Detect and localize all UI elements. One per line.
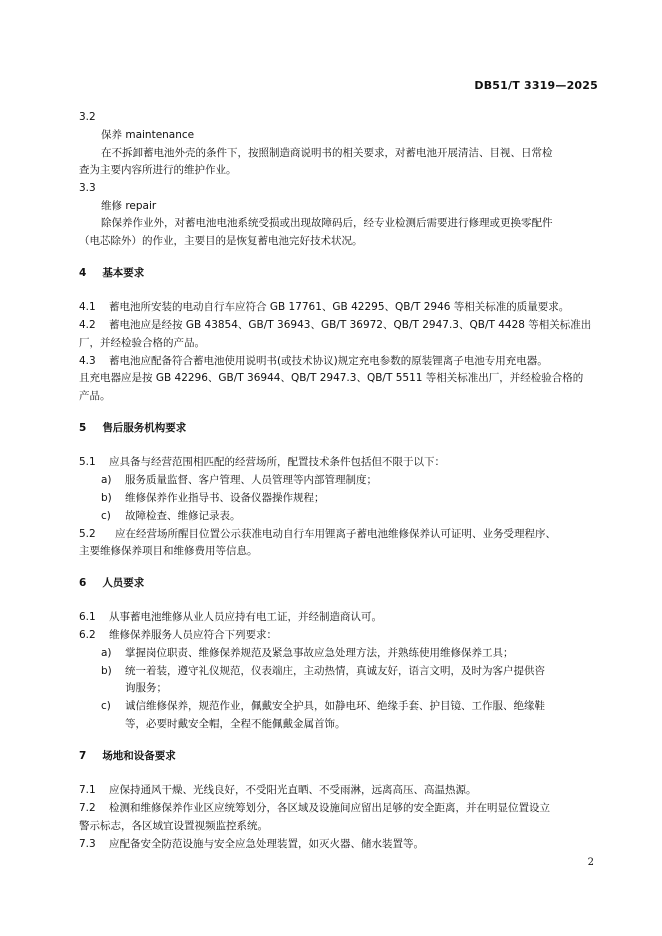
clause-4-3-line2: 且充电器应是按 GB 42296、GB/T 36944、QB/T 2947.3、QB/T 5511 等相关标准出厂，并经检验合格的 xyxy=(79,372,584,384)
clause-4-1: 4.1 蓄电池所安装的电动自行车应符合 GB 17761、GB 42295、QB/T 2946 等相关标准的质量要求。 xyxy=(79,301,570,313)
list-item-continuation: 询服务； xyxy=(125,682,167,694)
section-5-title: 售后服务机构要求 xyxy=(102,422,187,434)
clause-3-2-definition-line2: 查为主要内容所进行的维护作业。 xyxy=(79,164,237,176)
clause-3-2-number: 3.2 xyxy=(79,111,96,123)
section-7-title: 场地和设备要求 xyxy=(102,750,176,762)
clause-4-2: 4.2 蓄电池应是经按 GB 43854、GB/T 36943、GB/T 36972、QB/T 2947.3、QB/T 4428 等相关标准出 xyxy=(79,319,592,331)
section-4-heading xyxy=(79,263,144,283)
clause-4-3: 4.3 蓄电池应配备符合蓄电池使用说明书(或技术协议)规定充电参数的原装锂离子电池专用充电器。 xyxy=(79,355,548,367)
clause-3-3-term: 维修 repair xyxy=(101,200,157,212)
clause-5-1: 5.1 应具备与经营范围相匹配的经营场所，配置技术条件包括但不限于以下： xyxy=(79,456,445,468)
document-code: DB51/T 3319—2025 xyxy=(474,79,598,92)
clause-6-2: 6.2 维修保养服务人员应符合下列要求： xyxy=(79,629,277,641)
clause-7-2: 7.2 检测和维修保养作业区应统筹划分，各区域及设施间应留出足够的安全距离，并在明显位置设立 xyxy=(79,802,550,814)
clause-3-2-definition-line1: 在不拆卸蓄电池外壳的条件下，按照制造商说明书的相关要求，对蓄电池开展清洁、目视、日常检 xyxy=(101,147,553,159)
clause-7-2-line2: 警示标志，各区域宜设置视频监控系统。 xyxy=(79,820,268,832)
section-6-number: 6 xyxy=(79,577,87,589)
clause-7-1: 7.1 应保持通风干燥、光线良好，不受阳光直晒、不受雨淋，远离高压、高温热源。 xyxy=(79,784,477,796)
clause-7-3: 7.3 应配备安全防范设施与安全应急处理装置，如灭火器、储水装置等。 xyxy=(79,838,424,850)
clause-3-3-number: 3.3 xyxy=(79,182,96,194)
list-item: a) 服务质量监督、客户管理、人员管理等内部管理制度； xyxy=(101,474,377,486)
section-4-number: 4 xyxy=(79,267,87,279)
section-7-number: 7 xyxy=(79,750,87,762)
list-item: c) 诚信维修保养，规范作业，佩戴安全护具，如静电环、绝缘手套、护目镜、工作服、绝缘鞋 xyxy=(101,700,545,712)
clause-3-3-definition-line1: 除保养作业外，对蓄电池电池系统受损或出现故障码后，经专业检测后需要进行修理或更换零配件 xyxy=(101,217,553,229)
clause-3-3-definition-line2: （电芯除外）的作业，主要目的是恢复蓄电池完好技术状况。 xyxy=(79,235,363,247)
section-6-heading xyxy=(79,573,144,593)
page-number: 2 xyxy=(587,857,594,868)
list-item: b) 统一着装，遵守礼仪规范，仪表端庄，主动热情，真诚友好，语言文明，及时为客户提供咨 xyxy=(101,665,545,677)
section-4-title: 基本要求 xyxy=(102,267,145,279)
clause-6-1: 6.1 从事蓄电池维修从业人员应持有电工证，并经制造商认可。 xyxy=(79,611,382,623)
section-7-heading xyxy=(79,746,176,766)
clause-5-2-line2: 主要维修保养项目和维修费用等信息。 xyxy=(79,545,258,557)
list-item-continuation: 等，必要时戴安全帽，全程不能佩戴金属首饰。 xyxy=(125,718,346,730)
list-item: b) 维修保养作业指导书、设备仪器操作规程； xyxy=(101,492,325,504)
section-6-title: 人员要求 xyxy=(102,577,145,589)
clause-5-2: 5.2 应在经营场所醒目位置公示获准电动自行车用锂离子蓄电池维修保养认可证明、业务受理程序、 xyxy=(79,528,556,540)
clause-4-3-line3: 产品。 xyxy=(79,390,111,402)
clause-4-2-line2: 厂，并经检验合格的产品。 xyxy=(79,337,205,349)
list-item: a) 掌握岗位职责、维修保养规范及紧急事故应急处理方法，并熟练使用维修保养工具； xyxy=(101,647,514,659)
clause-3-2-term: 保养 maintenance xyxy=(101,129,195,141)
list-item: c) 故障检查、维修记录表。 xyxy=(101,510,241,522)
section-5-heading xyxy=(79,418,186,438)
section-5-number: 5 xyxy=(79,422,87,434)
